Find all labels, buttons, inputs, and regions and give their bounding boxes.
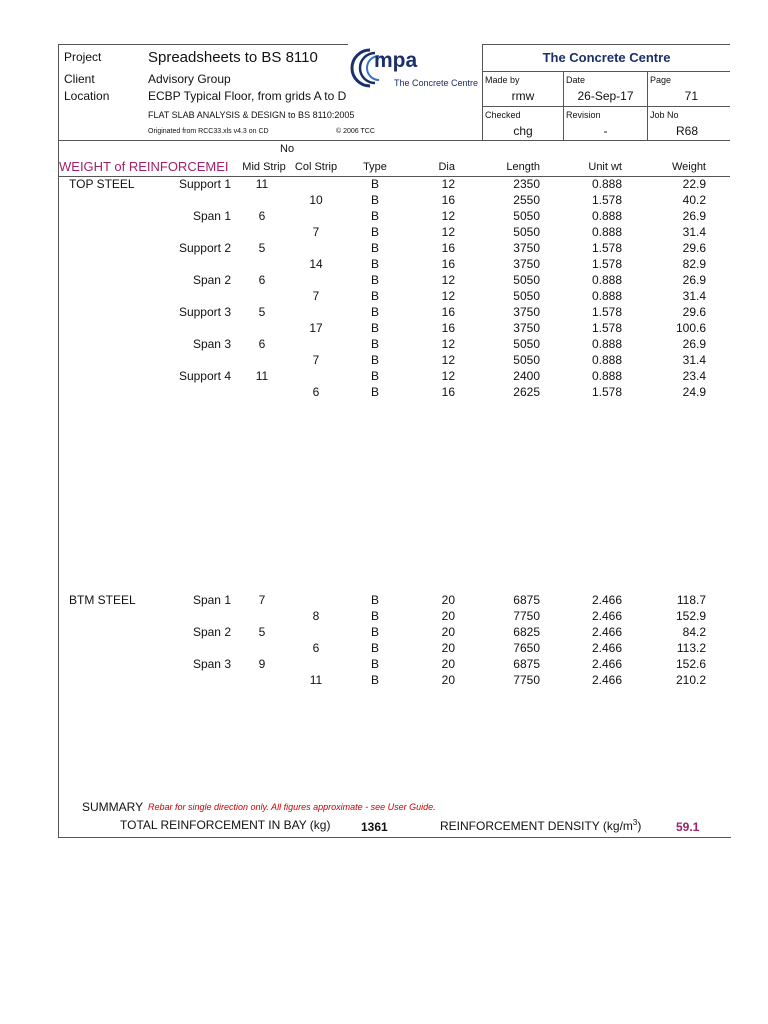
- location-value: ECBP Typical Floor, from grids A to D: [148, 89, 347, 103]
- top-steel-cell-length: 5050: [513, 353, 540, 367]
- top-steel-cell-weight: 29.6: [682, 241, 706, 255]
- btm-steel-cell-mid: [236, 672, 288, 688]
- btm-steel-cell-weight: 210.2: [675, 673, 706, 687]
- top-steel-label: TOP STEEL: [69, 177, 135, 191]
- top-steel-cell-unit: 0.888: [591, 353, 622, 367]
- btm-steel-cell-loc: Span 2: [192, 625, 231, 639]
- made-by-label: Made by: [485, 75, 520, 85]
- btm-steel-cell-dia: 20: [441, 593, 455, 607]
- btm-steel-cell-length: 7650: [513, 641, 540, 655]
- btm-steel-cell-type: B: [370, 593, 379, 607]
- top-steel-cell-col: 14: [309, 257, 323, 271]
- top-steel-cell-col: [290, 368, 342, 384]
- top-steel-cell-col: [290, 304, 342, 320]
- top-steel-cell-loc: [140, 288, 231, 304]
- btm-steel-cell-weight: 152.9: [675, 609, 706, 623]
- top-steel-cell-dia: 16: [441, 385, 455, 399]
- btm-steel-cell-unit: 2.466: [591, 657, 622, 671]
- top-steel-cell-unit: 0.888: [591, 369, 622, 383]
- sheet-subtitle: FLAT SLAB ANALYSIS & DESIGN to BS 8110:2005: [148, 110, 355, 120]
- top-steel-cell-dia: 12: [441, 369, 455, 383]
- top-steel-cell-dia: 16: [441, 321, 455, 335]
- summary-label: SUMMARY: [82, 800, 144, 814]
- top-steel-cell-length: 5050: [513, 337, 540, 351]
- btm-steel-cell-col: [290, 656, 342, 672]
- btm-steel-cell-type: B: [370, 657, 379, 671]
- top-steel-cell-type: B: [370, 321, 379, 335]
- col-heading-dia: Dia: [438, 161, 455, 173]
- top-steel-cell-mid: 5: [258, 241, 266, 255]
- btm-steel-cell-loc: Span 3: [192, 657, 231, 671]
- col-heading-weight: Weight: [671, 161, 706, 173]
- top-steel-cell-mid: 6: [258, 337, 266, 351]
- top-steel-cell-length: 2625: [513, 385, 540, 399]
- top-steel-cell-dia: 12: [441, 209, 455, 223]
- location-label: Location: [64, 89, 110, 103]
- top-steel-cell-length: 3750: [513, 257, 540, 271]
- top-steel-cell-mid: [236, 224, 288, 240]
- checked-value: chg: [513, 124, 533, 138]
- btm-steel-cell-length: 7750: [513, 673, 540, 687]
- top-steel-cell-col: 7: [312, 289, 320, 303]
- top-steel-cell-col: 6: [312, 385, 320, 399]
- top-steel-cell-unit: 1.578: [591, 241, 622, 255]
- top-steel-cell-weight: 31.4: [682, 289, 706, 303]
- top-steel-cell-mid: 6: [258, 209, 266, 223]
- btm-steel-cell-type: B: [370, 625, 379, 639]
- top-steel-cell-loc: [140, 224, 231, 240]
- top-steel-cell-mid: 11: [255, 369, 269, 383]
- top-steel-cell-unit: 1.578: [591, 257, 622, 271]
- btm-steel-cell-length: 6875: [513, 657, 540, 671]
- top-steel-cell-mid: [236, 384, 288, 400]
- top-steel-cell-unit: 0.888: [591, 337, 622, 351]
- top-steel-cell-weight: 31.4: [682, 353, 706, 367]
- top-steel-cell-mid: [236, 288, 288, 304]
- btm-steel-label: BTM STEEL: [69, 593, 136, 607]
- date-label: Date: [566, 75, 586, 85]
- btm-steel-cell-weight: 113.2: [676, 641, 706, 655]
- top-steel-cell-type: B: [370, 177, 379, 191]
- top-steel-cell-mid: 11: [255, 177, 269, 191]
- top-steel-cell-type: B: [370, 385, 379, 399]
- top-steel-cell-length: 2550: [513, 193, 540, 207]
- mpa-logo-mark: mpa: [374, 49, 418, 72]
- btm-steel-cell-loc: Span 1: [192, 593, 231, 607]
- top-steel-cell-loc: Support 2: [178, 241, 231, 255]
- top-steel-cell-weight: 82.9: [682, 257, 706, 271]
- top-steel-cell-unit: 1.578: [591, 321, 622, 335]
- top-steel-cell-dia: 16: [441, 241, 455, 255]
- top-steel-cell-col: [290, 208, 342, 224]
- top-steel-cell-length: 3750: [513, 241, 540, 255]
- top-steel-cell-type: B: [370, 273, 379, 287]
- btm-steel-cell-type: B: [370, 673, 379, 687]
- top-steel-cell-unit: 1.578: [591, 305, 622, 319]
- top-steel-cell-dia: 16: [441, 305, 455, 319]
- top-steel-cell-dia: 12: [441, 337, 455, 351]
- btm-steel-cell-weight: 118.7: [676, 593, 706, 607]
- top-steel-cell-loc: [140, 384, 231, 400]
- header-top-border: [58, 44, 348, 45]
- top-steel-cell-unit: 0.888: [591, 209, 622, 223]
- col-heading-type: Type: [363, 161, 387, 173]
- top-steel-cell-type: B: [370, 305, 379, 319]
- org-name: The Concrete Centre: [542, 50, 671, 65]
- btm-steel-cell-loc: [140, 608, 231, 624]
- header-org-divider: [482, 71, 730, 72]
- top-steel-cell-col: 7: [312, 225, 320, 239]
- btm-steel-cell-dia: 20: [441, 673, 455, 687]
- top-steel-cell-weight: 31.4: [682, 225, 706, 239]
- btm-steel-cell-unit: 2.466: [591, 609, 622, 623]
- top-steel-cell-type: B: [370, 369, 379, 383]
- date-value: 26-Sep-17: [577, 89, 634, 103]
- btm-steel-cell-type: B: [370, 609, 379, 623]
- top-steel-cell-unit: 0.888: [591, 289, 622, 303]
- top-steel-cell-loc: [140, 256, 231, 272]
- top-steel-cell-loc: Span 1: [192, 209, 231, 223]
- top-steel-cell-length: 5050: [513, 273, 540, 287]
- btm-steel-cell-col: 11: [309, 673, 323, 687]
- top-steel-cell-mid: 5: [258, 305, 266, 319]
- btm-steel-cell-weight: 84.2: [682, 625, 706, 639]
- project-label: Project: [64, 50, 102, 64]
- top-steel-cell-col: 7: [312, 353, 320, 367]
- top-steel-cell-type: B: [370, 225, 379, 239]
- top-steel-cell-length: 2350: [513, 177, 540, 191]
- btm-steel-cell-weight: 152.6: [675, 657, 706, 671]
- page-label: Page: [650, 75, 672, 85]
- top-steel-cell-col: [290, 336, 342, 352]
- top-steel-cell-length: 5050: [513, 209, 540, 223]
- col-heading-length: Length: [506, 161, 540, 173]
- top-steel-cell-col: [290, 272, 342, 288]
- top-steel-cell-length: 2400: [513, 369, 540, 383]
- btm-steel-cell-length: 6825: [513, 625, 540, 639]
- top-steel-cell-weight: 26.9: [682, 273, 706, 287]
- top-steel-cell-type: B: [370, 209, 379, 223]
- top-steel-cell-mid: [236, 352, 288, 368]
- top-steel-cell-type: B: [370, 193, 379, 207]
- btm-steel-cell-unit: 2.466: [591, 625, 622, 639]
- top-steel-cell-dia: 12: [441, 353, 455, 367]
- job-no-value: R68: [675, 124, 698, 138]
- col-heading-mid-strip: Mid Strip: [242, 161, 286, 173]
- top-steel-cell-unit: 1.578: [591, 193, 622, 207]
- top-steel-cell-loc: [140, 320, 231, 336]
- revision-label: Revision: [566, 110, 601, 120]
- density-label-text: REINFORCEMENT DENSITY (kg/m: [440, 819, 633, 833]
- top-steel-cell-col: [290, 240, 342, 256]
- btm-steel-cell-mid: [236, 640, 288, 656]
- btm-steel-cell-col: 6: [312, 641, 320, 655]
- top-steel-cell-length: 3750: [513, 321, 540, 335]
- top-steel-cell-mid: 6: [258, 273, 266, 287]
- top-steel-cell-weight: 26.9: [682, 337, 706, 351]
- top-steel-cell-type: B: [370, 289, 379, 303]
- section-title: WEIGHT of REINFORCEMEI: [59, 159, 229, 174]
- density-label: [440, 818, 641, 833]
- top-steel-cell-dia: 12: [441, 177, 455, 191]
- btm-steel-cell-loc: [140, 672, 231, 688]
- project-value: Spreadsheets to BS 8110: [148, 49, 318, 66]
- top-steel-cell-loc: Support 4: [178, 369, 231, 383]
- col-heading-no: No: [280, 143, 295, 155]
- btm-steel-cell-length: 6875: [513, 593, 540, 607]
- btm-steel-cell-mid: 9: [258, 657, 266, 671]
- made-by-value: rmw: [511, 89, 535, 103]
- btm-steel-cell-dia: 20: [441, 625, 455, 639]
- top-steel-cell-mid: [236, 320, 288, 336]
- density-label-superscript: 3: [632, 818, 638, 827]
- top-steel-cell-length: 5050: [513, 289, 540, 303]
- header-bottom-border: [58, 140, 730, 141]
- top-steel-cell-type: B: [370, 337, 379, 351]
- origin-note: Originated from RCC33.xls v4.3 on CD: [148, 128, 269, 135]
- btm-steel-cell-type: B: [370, 641, 379, 655]
- top-steel-cell-mid: [236, 256, 288, 272]
- top-steel-cell-unit: 1.578: [591, 385, 622, 399]
- top-steel-cell-loc: Support 3: [178, 305, 231, 319]
- top-steel-cell-loc: Support 1: [178, 177, 231, 191]
- top-steel-cell-dia: 12: [441, 273, 455, 287]
- top-steel-cell-col: [290, 176, 342, 192]
- revision-value: -: [603, 124, 608, 138]
- mpa-logo: [348, 46, 482, 92]
- btm-steel-cell-dia: 20: [441, 657, 455, 671]
- btm-steel-cell-mid: 5: [258, 625, 266, 639]
- btm-steel-cell-col: [290, 624, 342, 640]
- client-value: Advisory Group: [148, 72, 231, 86]
- top-steel-cell-weight: 24.9: [682, 385, 706, 399]
- col-heading-col-strip: Col Strip: [294, 161, 338, 173]
- top-steel-cell-mid: [236, 192, 288, 208]
- top-steel-cell-col: 17: [309, 321, 323, 335]
- top-steel-cell-type: B: [370, 241, 379, 255]
- job-no-label: Job No: [650, 110, 679, 120]
- btm-steel-cell-col: 8: [312, 609, 320, 623]
- summary-note: Rebar for single direction only. All figures approximate - see User Guide.: [148, 802, 436, 812]
- page-value: 71: [684, 89, 698, 103]
- top-steel-cell-weight: 26.9: [682, 209, 706, 223]
- btm-steel-cell-unit: 2.466: [591, 593, 622, 607]
- top-steel-cell-col: 10: [309, 193, 323, 207]
- density-label-close: ): [637, 819, 642, 833]
- total-reinforcement-value: 1361: [361, 820, 388, 834]
- top-steel-cell-dia: 12: [441, 289, 455, 303]
- top-steel-cell-type: B: [370, 353, 379, 367]
- col-heading-unit-wt: Unit wt: [588, 161, 622, 173]
- total-reinforcement-label: TOTAL REINFORCEMENT IN BAY (kg): [120, 818, 331, 832]
- btm-steel-cell-unit: 2.466: [591, 673, 622, 687]
- density-value: 59.1: [676, 820, 700, 834]
- btm-steel-cell-loc: [140, 640, 231, 656]
- top-steel-cell-loc: [140, 352, 231, 368]
- mpa-logo-text: The Concrete Centre: [394, 78, 479, 88]
- top-steel-cell-weight: 29.6: [682, 305, 706, 319]
- btm-steel-cell-length: 7750: [513, 609, 540, 623]
- top-steel-cell-weight: 23.4: [682, 369, 706, 383]
- checked-label: Checked: [485, 110, 521, 120]
- btm-steel-cell-col: [290, 592, 342, 608]
- top-steel-cell-weight: 100.6: [675, 321, 706, 335]
- top-steel-cell-length: 5050: [513, 225, 540, 239]
- top-steel-cell-loc: Span 2: [192, 273, 231, 287]
- top-steel-cell-unit: 0.888: [591, 225, 622, 239]
- top-steel-cell-loc: Span 3: [192, 337, 231, 351]
- btm-steel-cell-dia: 20: [441, 641, 455, 655]
- top-steel-cell-loc: [140, 192, 231, 208]
- top-steel-cell-unit: 0.888: [591, 177, 622, 191]
- top-steel-cell-unit: 0.888: [591, 273, 622, 287]
- btm-steel-cell-dia: 20: [441, 609, 455, 623]
- top-steel-cell-weight: 22.9: [682, 177, 706, 191]
- btm-steel-cell-unit: 2.466: [591, 641, 622, 655]
- copyright-note: © 2006 TCC: [336, 128, 375, 135]
- btm-steel-cell-mid: 7: [258, 593, 266, 607]
- top-steel-cell-dia: 16: [441, 193, 455, 207]
- client-label: Client: [64, 72, 95, 86]
- header-mid-divider: [482, 106, 730, 107]
- top-steel-cell-length: 3750: [513, 305, 540, 319]
- header-top-border-right: [482, 44, 730, 45]
- top-steel-cell-dia: 12: [441, 225, 455, 239]
- top-steel-cell-type: B: [370, 257, 379, 271]
- top-steel-cell-dia: 16: [441, 257, 455, 271]
- top-steel-cell-weight: 40.2: [682, 193, 706, 207]
- btm-steel-cell-mid: [236, 608, 288, 624]
